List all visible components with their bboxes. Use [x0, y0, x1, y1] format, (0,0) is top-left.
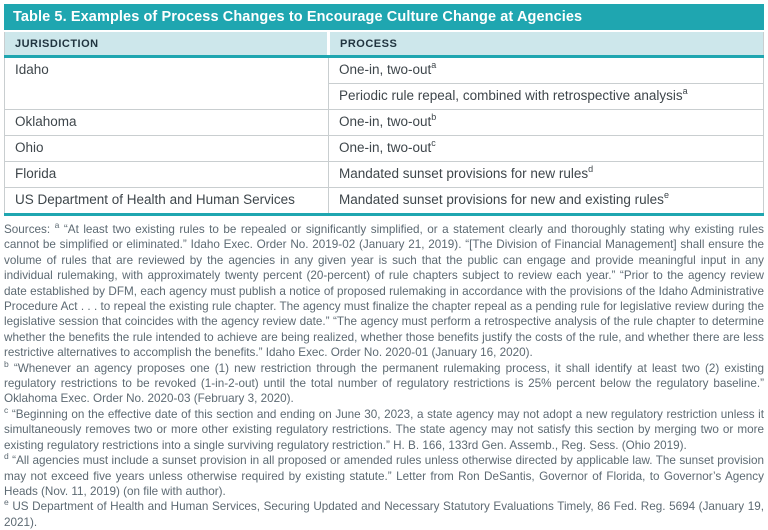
footnote-marker: b [431, 111, 437, 122]
jurisdiction-cell: Idaho [5, 57, 329, 110]
footnote-marker: a [431, 59, 437, 70]
footnote-marker: a [54, 220, 60, 231]
footnote-marker: d [4, 451, 9, 462]
footnote-marker: d [588, 163, 594, 174]
header-row [5, 32, 764, 57]
table-row [5, 110, 764, 136]
footnote: Sources: $^a$ “At least two existing rules to be repealed or significantly simplified, or a statement clearly and thoroughly stating why existing rules cannot be simplified or eliminated.” Idaho Exec. Order No. 2019-02 (January 21, 2019). “[The Division of Financial Management] shall ensure the volume of rules that are reviewed by the agencies in any given year is such that the public can engage and provide meaningful input in any individual rulemaking, with approximately twenty percent (20-percent) of rule chapters subject to review each year.” “Prior to the agency review date established by DFM, each agency must publish a notice of proposed rulemaking in accordance with the provisions of the Idaho Administrative Procedure Act . . . to repeal the existing rule chapter. The agency must finalize the chapter repeal as a pending rule for legislative review during the legislative session that coincides with the agency review date.” “The agency must perform a retrospective analysis of the rule chapter to determine whether the benefits the rule intended to achieve are being realized, whether those benefits justify the costs of the rule, and whether there are less restrictive alternatives to accomplish the benefits.” Idaho Exec. Order No. 2020-01 (January 16, 2020). [4, 220, 764, 360]
jurisdiction-cell: Florida [5, 162, 329, 188]
footnote-marker: c [431, 137, 436, 148]
jurisdiction-cell: US Department of Health and Human Services [5, 188, 329, 215]
footnote-marker: a [682, 85, 688, 96]
footnote: $^c$ “Beginning on the effective date of this section and ending on June 30, 2023, a state agency may not adopt a new regulatory restriction unless it simultaneously removes two or more other existing regulatory restrictions. The state agency may not satisfy this section by merging two or more existing regulatory restrictions into a single surviving regulatory restriction.” H. B. 166, 133rd Gen. Assemb., Reg. Sess. (Ohio 2019). [4, 404, 764, 452]
footnote: $^d$ “All agencies must include a sunset provision in all proposed or amended rules unless otherwise directed by applicable law. The sunset provision may not exceed five years unless otherwise required by existing statute.” Letter from Ron DeSantis, Governor of Florida, to Governor’s Agency Heads (Nov. 11, 2019) (on file with author). [4, 451, 764, 498]
process-cell: Mandated sunset provisions for new rules$^d$ [329, 162, 764, 188]
footnote-marker: e [663, 189, 669, 200]
table-header [5, 32, 764, 57]
column-header-process: PROCESS [329, 32, 764, 57]
jurisdiction-cell: Oklahoma [5, 110, 329, 136]
footnote-marker: c [4, 404, 9, 415]
footnotes [4, 222, 764, 530]
column-header-jurisdiction: JURISDICTION [5, 32, 329, 57]
footnote: $^b$ “Whenever an agency proposes one (1) new restriction through the permanent rulemaking process, it shall identify at least two (2) existing regulatory restrictions to be revoked (1-in-2-out) until the total number of regulatory restrictions is 25% percent below the regulatory baseline.” Oklahoma Exec. Order No. 2020-03 (February 3, 2020). [4, 358, 764, 406]
jurisdiction-cell: Ohio [5, 136, 329, 162]
footnote-marker: b [4, 358, 9, 369]
process-cell: Mandated sunset provisions for new and existing rules$^e$ [329, 188, 764, 215]
footnote-marker: e [4, 497, 9, 508]
table-row [5, 136, 764, 162]
table-row [5, 188, 764, 215]
process-cell: One-in, two-out$^b$ [329, 110, 764, 136]
table-row [5, 162, 764, 188]
sources-label: Sources: [4, 223, 55, 236]
process-cell: One-in, two-out$^a$ [329, 57, 764, 84]
process-changes-table [4, 32, 764, 216]
table-row [5, 57, 764, 84]
process-cell: One-in, two-out$^c$ [329, 136, 764, 162]
table-title: Table 5. Examples of Process Changes to Encourage Culture Change at Agencies [4, 4, 764, 30]
table-body [5, 57, 764, 215]
process-cell: Periodic rule repeal, combined with retrospective analysis$^a$ [329, 84, 764, 110]
footnote: $^e$ US Department of Health and Human Services, Securing Updated and Necessary Statutory Evaluations Timely, 86 Fed. Reg. 5694 (January 19, 2021). [4, 497, 764, 529]
